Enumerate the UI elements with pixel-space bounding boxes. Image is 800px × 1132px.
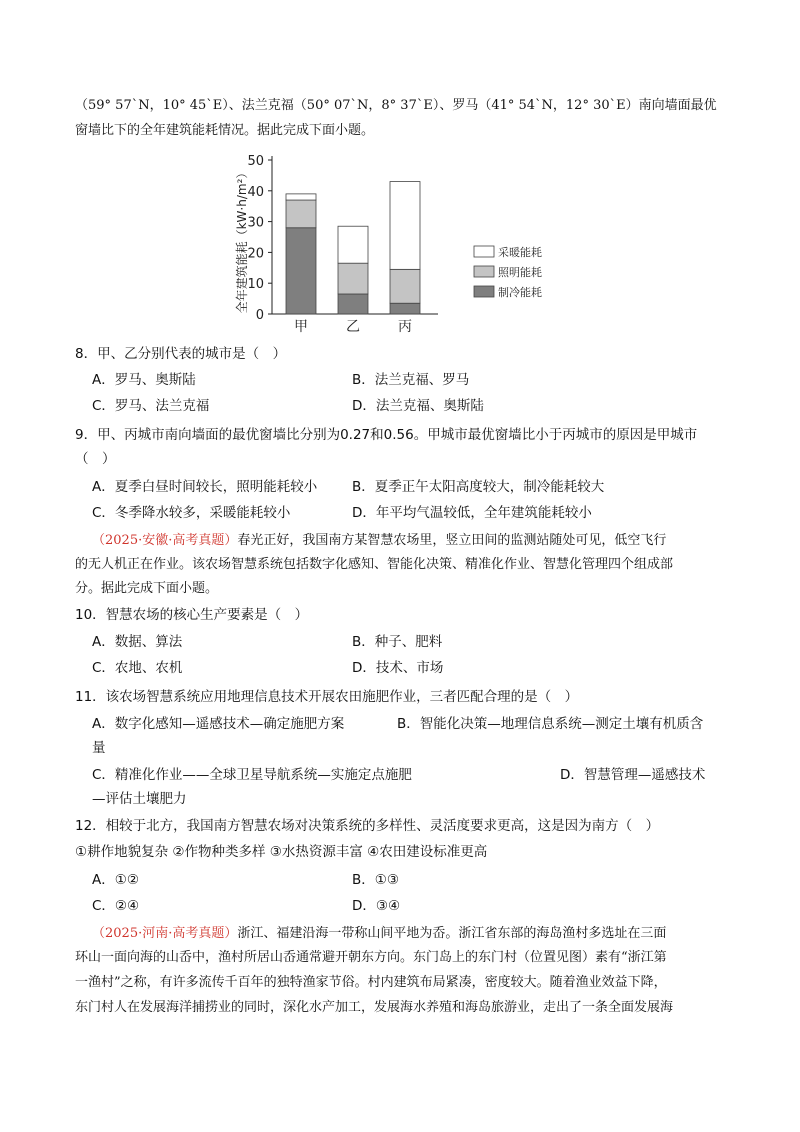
q9-option-a[interactable]: A．夏季白昼时间较长，照明能耗较小 (92, 479, 318, 495)
bar-segment (338, 294, 368, 314)
q8-stem: 8．甲、乙分别代表的城市是（ ） (75, 346, 287, 362)
passage2-text-1: 春光正好，我国南方某智慧农场里，竖立田间的监测站随处可见，低空飞行 (237, 533, 667, 548)
passage3-text-1: 浙江、福建沿海一带称山间平地为岙。浙江省东部的海岛渔村多选址在三面 (237, 926, 667, 941)
q12-option-b[interactable]: B．①③ (352, 872, 399, 888)
q9-option-d[interactable]: D．年平均气温较低，全年建筑能耗较小 (352, 505, 592, 521)
x-tick-label: 丙 (398, 319, 412, 335)
q10-option-a[interactable]: A．数据、算法 (92, 634, 183, 650)
q11-option-b-cont: 量 (92, 740, 106, 756)
bar-segment (390, 303, 420, 314)
passage2-line-2: 的无人机正在作业。该农场智慧系统包括数字化感知、智能化决策、精准化作业、智慧化管理四个组成部 (75, 557, 674, 572)
x-tick-label: 乙 (346, 319, 360, 335)
q12-option-d[interactable]: D．③④ (352, 898, 401, 914)
q12-option-c[interactable]: C．②④ (92, 898, 140, 914)
q11-option-b[interactable]: B．智能化决策—地理信息系统—测定土壤有机质含 (397, 716, 704, 732)
q8-option-a[interactable]: A．罗马、奥斯陆 (92, 372, 196, 388)
passage3-line-2: 环山一面向海的山岙中，渔村所居山岙通常避开朝东方向。东门岛上的东门村（位置见图）素有“浙江第 (75, 950, 667, 965)
intro-line-2: 窗墙比下的全年建筑能耗情况。据此完成下面小题。 (75, 123, 375, 138)
q9-option-c[interactable]: C．冬季降水较多，采暖能耗较小 (92, 505, 291, 521)
legend-swatch (474, 266, 494, 277)
bar-segment (286, 200, 316, 228)
q11-option-a[interactable]: A．数字化感知—遥感技术—确定施肥方案 (92, 716, 345, 732)
x-labels (294, 319, 412, 335)
q11-option-c[interactable]: C．精准化作业——全球卫星导航系统—实施定点施肥 (92, 767, 412, 783)
q10-option-b[interactable]: B．种子、肥料 (352, 634, 443, 650)
q9-stem: 9．甲、丙城市南向墙面的最优窗墙比分别为0.27和0.56。甲城市最优窗墙比小于丙城市的原因是甲城市 (75, 427, 698, 443)
q8-option-b[interactable]: B．法兰克福、罗马 (352, 372, 470, 388)
y-tick-label: 10 (247, 277, 264, 293)
q11-option-d-cont: —评估土壤肥力 (92, 791, 187, 807)
legend-swatch (474, 286, 494, 297)
intro-line-1: （59° 57`N，10° 45`E）、法兰克福（50° 07`N，8° 37`E）、罗马（41° 54`N，12° 30`E）南向墙面最优 (75, 98, 717, 113)
q9-option-b[interactable]: B．夏季正午太阳高度较大，制冷能耗较大 (352, 479, 605, 495)
q12-items: ①耕作地貌复杂 ②作物种类多样 ③水热资源丰富 ④农田建设标准更高 (75, 844, 488, 860)
x-tick-label: 甲 (294, 319, 308, 335)
q10-stem: 10．智慧农场的核心生产要素是（ ） (75, 607, 309, 623)
bar-segment (338, 263, 368, 294)
passage3-line-3: 一渔村”之称，有许多流传千百年的独特渔家节俗。村内建筑布局紧凑，密度较大。随着渔业效益下降， (75, 975, 667, 990)
q8-option-c[interactable]: C．罗马、法兰克福 (92, 398, 210, 414)
q8-option-d[interactable]: D．法兰克福、奥斯陆 (352, 398, 484, 414)
q12-option-a[interactable]: A．①② (92, 872, 139, 888)
legend-label: 制冷能耗 (498, 286, 542, 299)
legend-label: 照明能耗 (498, 266, 542, 279)
bar-segment (338, 226, 368, 263)
passage2-line-1 (92, 531, 666, 551)
y-tick-label: 20 (247, 246, 264, 262)
q11-stem: 11．该农场智慧系统应用地理信息技术开展农田施肥作业，三者匹配合理的是（ ） (75, 689, 579, 705)
q10-option-c[interactable]: C．农地、农机 (92, 660, 183, 676)
energy-chart-svg (230, 148, 570, 344)
legend-label: 采暖能耗 (498, 246, 542, 259)
passage3-line-4: 东门村人在发展海洋捕捞业的同时，深化水产加工，发展海水养殖和海岛旅游业，走出了一条全面发展海 (75, 1000, 674, 1015)
y-tick-label: 30 (247, 215, 264, 231)
q12-stem: 12．相较于北方，我国南方智慧农场对决策系统的多样性、灵活度要求更高，这是因为南方（ ） (75, 818, 660, 834)
y-tick-label: 0 (255, 308, 264, 323)
legend-swatch (474, 246, 494, 257)
q11-option-d[interactable]: D．智慧管理—遥感技术 (560, 767, 706, 783)
q9-stem-cont: （ ） (75, 451, 116, 467)
passage3-line-1 (92, 924, 666, 944)
bar-segment (390, 269, 420, 303)
y-axis-label: 全年建筑能耗（kW·h/m²） (235, 166, 249, 314)
y-ticks (247, 154, 272, 323)
passage2-line-3: 分。据此完成下面小题。 (75, 581, 219, 596)
energy-chart (230, 148, 570, 344)
legend (474, 245, 542, 299)
bars (286, 182, 420, 314)
passage3-source: （2025·河南·高考真题） (92, 926, 238, 941)
bar-segment (390, 182, 420, 270)
y-tick-label: 40 (247, 184, 264, 200)
y-tick-label: 50 (247, 154, 264, 169)
q10-option-d[interactable]: D．技术、市场 (352, 660, 444, 676)
bar-segment (286, 194, 316, 200)
bar-segment (286, 228, 316, 314)
passage2-source: （2025·安徽·高考真题） (92, 533, 238, 548)
